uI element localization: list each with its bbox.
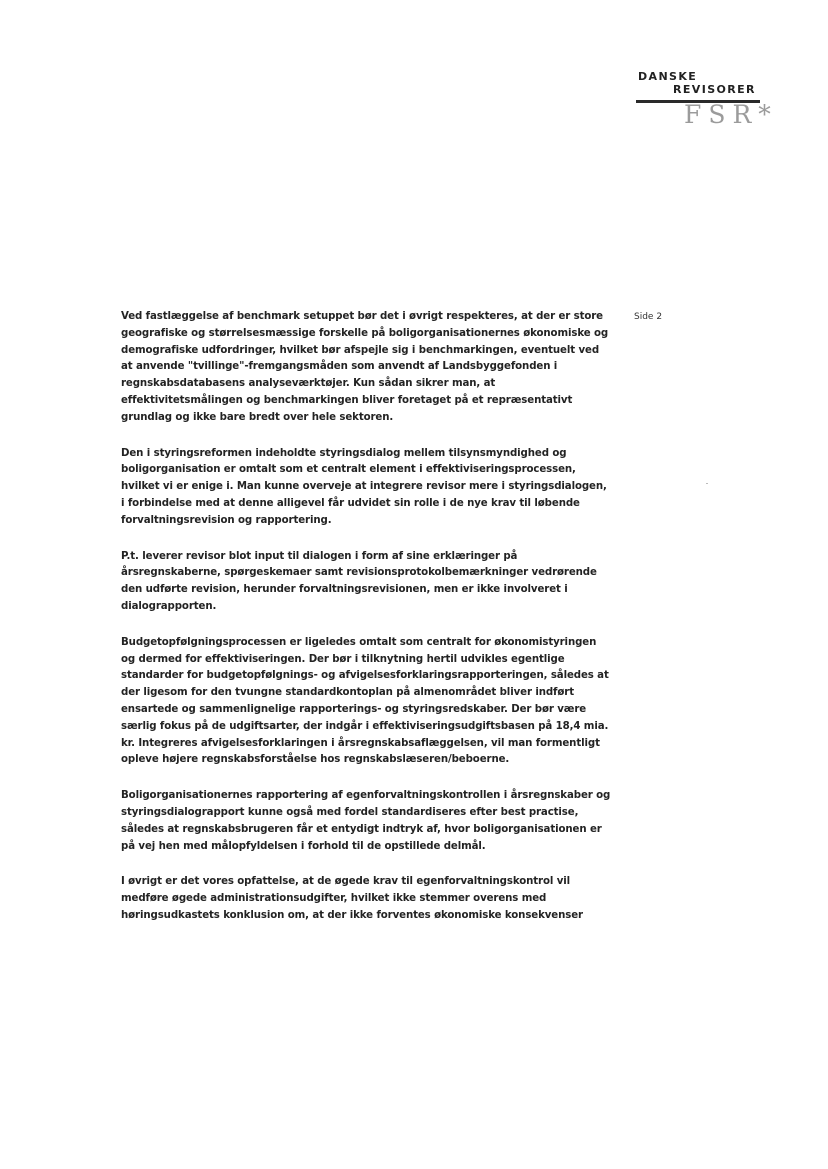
logo-text-revisorer: REVISORER xyxy=(673,83,756,96)
letter-body xyxy=(121,309,611,944)
logo-text-danske: DANSKE xyxy=(638,70,698,83)
scan-speck xyxy=(706,483,708,484)
fsr-logo xyxy=(632,70,778,130)
paragraph-administrationsudgifter: I øvrigt er det vores opfattelse, at de øgede krav til egenforvaltningskontrol vil medføre øgede administrationsudgifter, hvilket ikke stemmer overens med høringsudkastets konklusion om, at der ikke forventes økonomiske konsekvenser xyxy=(121,876,583,921)
paragraph-budgetopfoelgning: Budgetopfølgningsprocessen er ligeledes omtalt som centralt for økonomistyringen og dermed for effektiviseringen. Der bør i tilknytning hertil udvikles egentlige standarder for budgetopfølgnings- og afvigelsesforklaringsrapporteringen, således at der ligesom for den tvungne standardkontoplan på almenområdet bliver indført ensartede og sammenlignelige rapporterings- og styringsredskaber. Der bør være særlig fokus på de udgiftsarter, der indgår i effektiviseringsudgiftsbasen på 18,4 mia. kr. Integreres afvigelsesforklaringen i årsregnskabsaflæggelsen, vil man formentligt opleve højere regnskabsforståelse hos regnskabslæseren/beboerne. xyxy=(121,636,609,766)
paragraph-benchmark: Ved fastlæggelse af benchmark setuppet bør det i øvrigt respekteres, at der er store geografiske og størrelsesmæssige forskelle på boligorganisationernes økonomiske og demografiske udfordringer, hvilket bør afspejle sig i benchmarkingen, eventuelt ved at anvende "tvillinge"-fremgangsmåden som anvendt af Landsbyggefonden i regnskabsdatabasens analyseværktøjer. Kun sådan sikrer man, at effektivitetsmålingen og benchmarkingen bliver foretaget på et repræsentativt grundlag og ikke bare bredt over hele sektoren. xyxy=(121,311,609,423)
paragraph-revisor-input: P.t. leverer revisor blot input til dialogen i form af sine erklæringer på årsregnskaberne, spørgeskemaer samt revisionsprotokolbemærkninger vedrørende den udførte revision, herunder forvaltningsrevisionen, men er ikke involveret i dialograpporten. xyxy=(121,550,597,612)
page-number-label: Side 2 xyxy=(634,312,663,322)
paragraph-styringsdialog: Den i styringsreformen indeholdte styringsdialog mellem tilsynsmyndighed og boligorganisation er omtalt som et centralt element i effektiviseringsprocessen, hvilket vi er enige i. Man kunne overveje at integrere revisor mere i styringsdialogen, i forbindelse med at denne alligevel får udvidet sin rolle i de nye krav til løbende forvaltningsrevision og rapportering. xyxy=(121,447,607,526)
paragraph-rapportering: Boligorganisationernes rapportering af egenforvaltningskontrollen i årsregnskaber og styringsdialograpport kunne også med fordel standardiseres efter best practise, således at regnskabsbrugeren får et entydigt indtryk af, hvor boligorganisationen er på vej hen med målopfyldelsen i forhold til de opstillede delmål. xyxy=(121,790,611,852)
logo-fsr-mark: FSR* xyxy=(684,100,778,129)
